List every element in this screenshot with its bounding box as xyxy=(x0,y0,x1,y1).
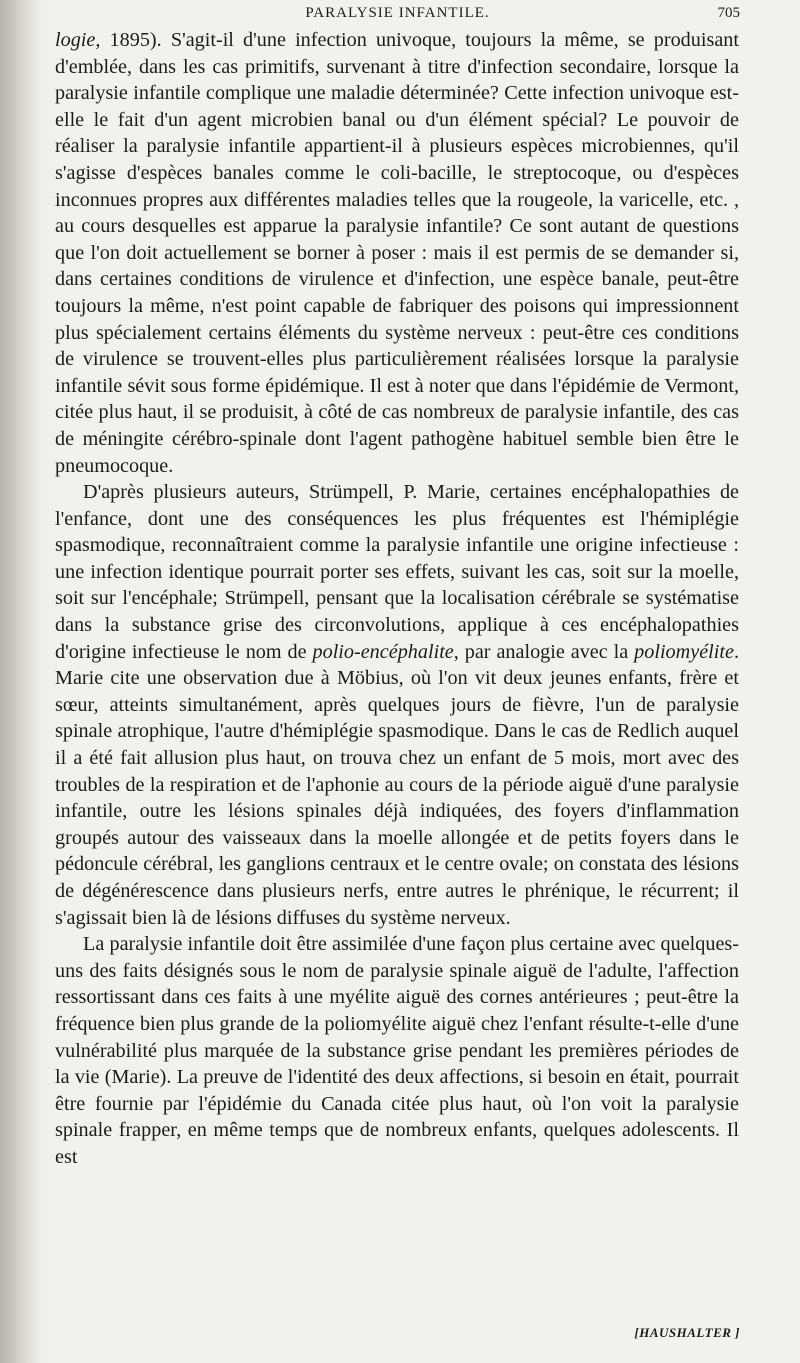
italic-term: polio-encéphalite xyxy=(312,640,454,663)
running-title: PARALYSIE INFANTILE. xyxy=(305,5,490,21)
italic-term: poliomyélite xyxy=(634,640,734,663)
italic-term: logie xyxy=(55,29,96,51)
paragraph xyxy=(55,27,739,479)
text-run: La paralysie infantile doit être assimilée d'une façon plus certaine avec quelques-uns des faits désignés sous le nom de paralysie spinale aiguë de l'adulte, l'affection ressortissant dans ces faits à une myélite aiguë des cornes antérieures ; peut-être la fréquence bien plus grande de la poliomyélite aiguë chez l'enfant résulte-t-elle d'une vulnérabilité plus marquée de la substance grise pendant les premières périodes de la vie (Marie). La preuve de l'identité des deux affections, si besoin en était, pourrait être fournie par l'épidémie du Canada citée plus haut, où l'on voit la paralysie spinale frapper, en même temps que de nombreux enfants, quelques adolescents. Il est xyxy=(55,933,739,1168)
page-header xyxy=(55,5,740,25)
binding-gutter-shadow xyxy=(0,0,40,1363)
author-signature: [HAUSHALTER ] xyxy=(634,1325,740,1340)
body-text xyxy=(55,27,739,1171)
text-run: D'après plusieurs auteurs, Strümpell, P. Marie, certaines encéphalopathies de l'enfance, dont une des conséquences les plus fréquentes est l'hémiplégie spasmodique, reconnaîtraient comme la paralysie infantile une origine infectieuse : une infection identique pourrait porter ses effets, suivant les cas, soit sur la moelle, soit sur l'encéphale; Strümpell, pensant que la localisation cérébrale se systématise dans la substance grise des circonvolutions, applique à ces encéphalopathies d'origine infectieuse le nom de xyxy=(55,481,739,663)
text-run: . Marie cite une observation due à Möbius, où l'on vit deux jeunes enfants, frère et sœur, atteints simultanément, après quelques jours de fièvre, l'un de paralysie spinale atrophique, l'autre d'hémiplégie spasmodique. Dans le cas de Redlich auquel il a été fait allusion plus haut, on trouva chez un enfant de 5 mois, mort avec des troubles de la respiration et de l'aphonie au cours de la période aiguë d'une paralysie infantile, outre les lésions spinales déjà indiquées, des foyers d'inflammation groupés autour des vaisseaux dans la moelle allongée et de petits foyers dans le pédoncule cérébral, les ganglions centraux et le centre ovale; on constata des lésions de dégénérescence dans plusieurs nerfs, entre autres le phrénique, le récurrent; il s'agissait bien là de lésions diffuses du système nerveux. xyxy=(55,640,739,929)
text-run: , 1895). S'agit-il d'une infection univoque, toujours la même, se produisant d'emblée, dans les cas primitifs, survenant à titre d'infection secondaire, lorsque la paralysie infantile complique une maladie déterminée? Cette infection univoque est-elle le fait d'un agent microbien banal ou d'un élément spécial? Le pouvoir de réaliser la paralysie infantile appartient-il à plusieurs espèces microbiennes, qu'il s'agisse d'espèces banales comme le coli-bacille, le streptocoque, ou d'espèces inconnues propres aux différentes maladies telles que la rougeole, la varicelle, etc. , au cours desquelles est apparue la paralysie infantile? Ce sont autant de questions que l'on doit actuellement se borner à poser : mais il est permis de se demander si, dans certaines conditions de virulence et d'infection, une espèce banale, peut-être toujours la même, n'est point capable de fabriquer des poisons qui impressionnent plus spécialement certains éléments du système nerveux : peut-être ces conditions de virulence se trouvent-elles plus particulièrement réalisées lorsque la paralysie infantile sévit sous forme épidémique. Il est à noter que dans l'épidémie de Vermont, citée plus haut, il se produisit, à côté de cas nombreux de paralysie infantile, des cas de méningite cérébro-spinale dont l'agent pathogène habituel semble bien être le pneumocoque. xyxy=(55,29,739,477)
text-run: , par analogie avec la xyxy=(453,640,635,663)
page-number: 705 xyxy=(717,5,740,21)
paragraph xyxy=(55,479,739,931)
paragraph xyxy=(55,931,739,1170)
